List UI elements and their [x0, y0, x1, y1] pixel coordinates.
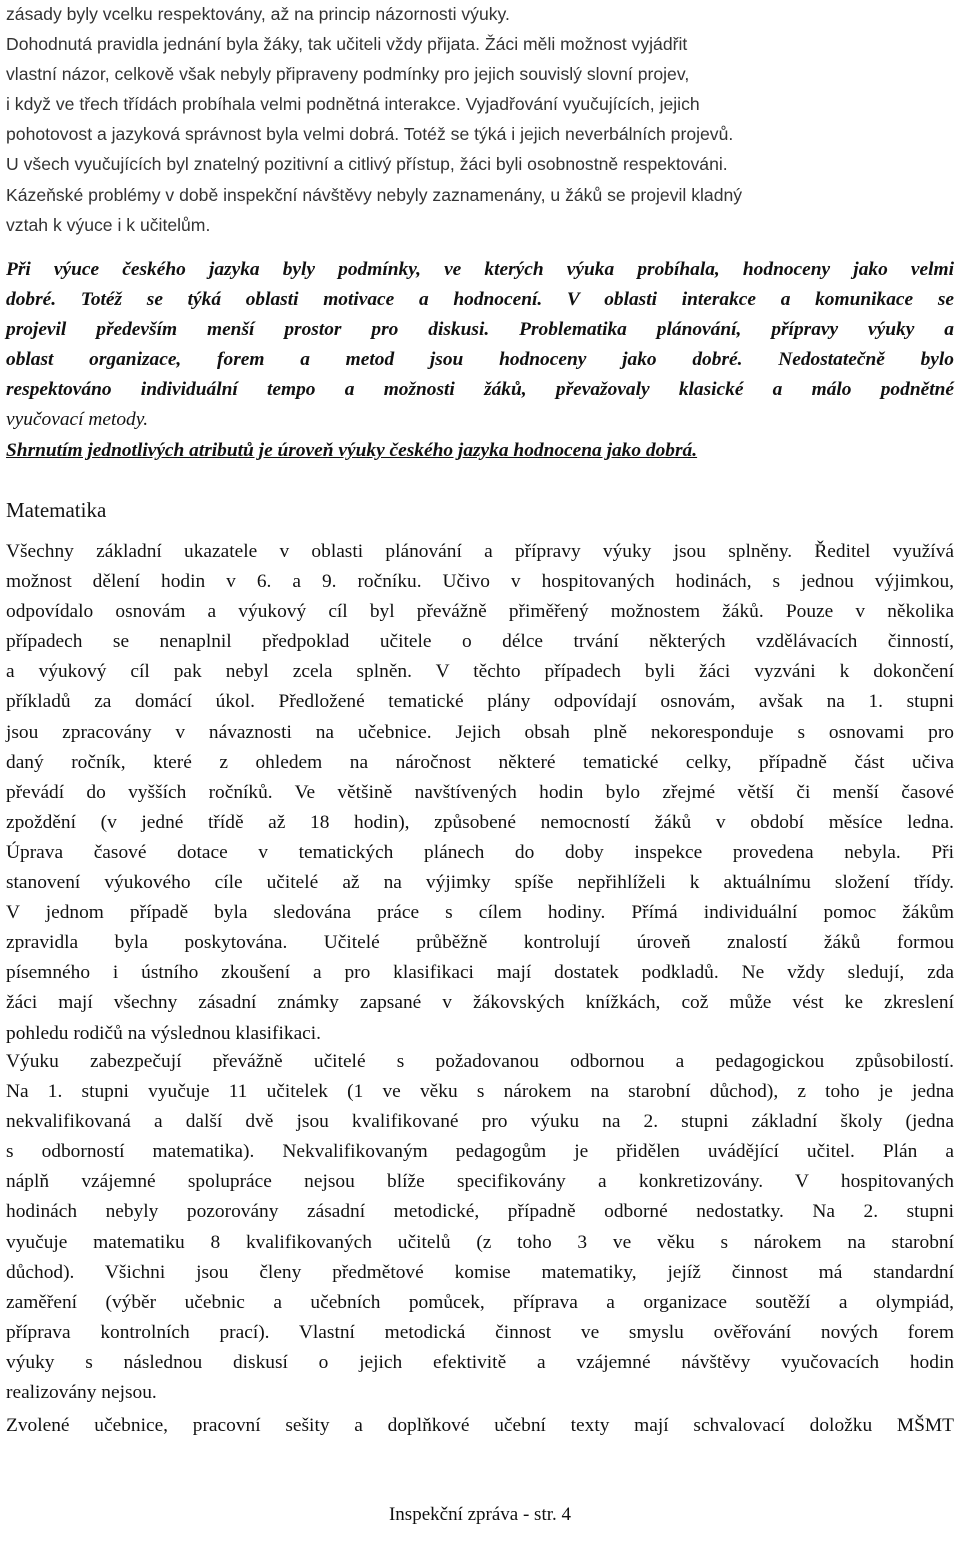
text-line: i když ve třech třídách probíhala velmi podnětná interakce. Vyjadřování vyučujících, jejich	[6, 94, 700, 115]
text-line: příprava kontrolních prací). Vlastní metodická činnost ve smyslu ověřování nových forem	[6, 1321, 954, 1343]
text-line: písemného i ústního zkoušení a pro klasifikaci mají dostatek podkladů. Ne vždy sledují, zda	[6, 962, 954, 984]
text-line: zaměření (výběr učebnic a učebních pomůcek, příprava a organizace soutěží a olympiád,	[6, 1291, 954, 1313]
text-line: důchod). Všichni jsou členy předmětové komise matematiky, jejíž činnost má standardní	[6, 1261, 954, 1283]
text-line: dobré. Totéž se týká oblasti motivace a hodnocení. V oblasti interakce a komunikace se	[6, 289, 954, 311]
text-line: U všech vyučujících byl znatelný pozitivní a citlivý přístup, žáci byli osobnostně respektováni.	[6, 154, 728, 175]
text-line: případech se nenaplnil předpoklad učitele o délce trvání některých vzdělávacích činností,	[6, 631, 954, 653]
text-line: náplň vzájemné spolupráce nejsou blíže specifikovány a konkretizovány. V hospitovaných	[6, 1171, 954, 1193]
text-line: stanovení výukového cíle učitelé až na výjimky spíše nepřihlíželi k aktuálnímu složení třídy.	[6, 872, 954, 894]
text-line: jsou zpracovány v návaznosti na učebnice. Jejich obsah plně nekoresponduje s osnovami pro	[6, 721, 954, 743]
text-line: realizovány nejsou.	[6, 1382, 157, 1404]
text-line: žáci mají všechny zásadní známky zapsané v žákovských knížkách, což může vést ke zkreslení	[6, 992, 954, 1014]
czech-conclusion	[6, 436, 954, 466]
text-line: a výukový cíl pak nebyl zcela splněn. V těchto případech byli žáci vyzváni k dokončení	[6, 661, 954, 683]
text-line: zásady byly vcelku respektovány, až na princip názornosti výuky.	[6, 4, 510, 24]
text-line: Všechny základní ukazatele v oblasti plánování a přípravy výuky jsou splněny. Ředitel využívá	[6, 541, 954, 562]
text-line: zpravidla byla poskytována. Učitelé průběžně kontrolují úroveň znalostí žáků formou	[6, 932, 954, 954]
text-line: pohotovost a jazyková správnost byla velmi dobrá. Totéž se týká i jejich neverbálních projevů.	[6, 124, 734, 145]
text-line: příkladů za domácí úkol. Předložené tematické plány odpovídají osnovám, avšak na 1. stupni	[6, 691, 954, 713]
text-line: výuky s následnou diskusí o jejich efektivitě a vzájemné návštěvy vyučovacích hodin	[6, 1351, 954, 1373]
text-line: zpoždění (v jedné třídě až 18 hodin), způsobené nemocností žáků v období měsíce ledna.	[6, 811, 954, 833]
section-heading-matematika	[6, 495, 954, 525]
math-paragraph-1	[6, 537, 954, 1049]
math-paragraph-3	[6, 1411, 954, 1441]
text-line: vlastní názor, celkově však nebyly připraveny podmínky pro jejich souvislý slovní projev,	[6, 64, 690, 85]
text-line: Výuku zabezpečují převážně učitelé s požadovanou odbornou a pedagogickou způsobilostí.	[6, 1051, 954, 1072]
text-line: hodinách nebyly pozorovány zásadní metodické, případně odborné nedostatky. Na 2. stupni	[6, 1201, 954, 1223]
text-line: vztah k výuce i k učitelům.	[6, 214, 211, 235]
document-page	[6, 0, 954, 1545]
page-footer	[6, 1500, 954, 1530]
text-line: převádí do vyšších ročníků. Ve většině navštívených hodin bylo zřejmé větší či menší časové	[6, 781, 954, 803]
text-line: vyučuje matematiku 8 kvalifikovaných učitelů (z toho 3 ve věku s nárokem na starobní	[6, 1231, 954, 1253]
text-line: Na 1. stupni vyučuje 11 učitelek (1 ve věku s nárokem na starobní důchod), z toho je jedna	[6, 1081, 954, 1103]
section-title: Matematika	[6, 498, 107, 522]
text-line: nekvalifikovaná a další dvě jsou kvalifikované pro výuku na 2. stupni základní školy (jedna	[6, 1111, 954, 1133]
text-line: oblast organizace, forem a metod jsou hodnoceny jako dobré. Nedostatečně bylo	[6, 349, 954, 371]
conclusion-text: Shrnutím jednotlivých atributů je úroveň výuky českého jazyka hodnocena jako dobrá.	[6, 440, 698, 461]
text-line: Při výuce českého jazyka byly podmínky, ve kterých výuka probíhala, hodnoceny jako velmi	[6, 259, 954, 280]
text-line: Zvolené učebnice, pracovní sešity a doplňkové učební texty mají schvalovací doložku MŠMT	[6, 1415, 954, 1436]
text-line: daný ročník, které z ohledem na náročnost některé tematické celky, případně část učiva	[6, 751, 954, 773]
czech-summary-paragraph	[6, 255, 954, 436]
text-line: projevil především menší prostor pro diskusi. Problematika plánování, přípravy výuky a	[6, 319, 954, 341]
text-line: pohledu rodičů na výslednou klasifikaci.	[6, 1022, 322, 1044]
text-line: s odborností matematika). Nekvalifikovaným pedagogům je přidělen uvádějící učitel. Plán a	[6, 1141, 954, 1163]
text-line: možnost dělení hodin v 6. a 9. ročníku. Učivo v hospitovaných hodinách, s jednou výjimkou,	[6, 571, 954, 593]
text-line: respektováno individuální tempo a možnosti žáků, převažovaly klasické a málo podnětné	[6, 379, 954, 401]
text-line: V jednom případě byla sledována práce s cílem hodiny. Přímá individuální pomoc žákům	[6, 902, 954, 924]
text-line: odpovídalo osnovám a výukový cíl byl převážně přiměřený možnostem žáků. Pouze v několika	[6, 601, 954, 623]
intro-paragraph	[6, 0, 954, 240]
text-line: Kázeňské problémy v době inspekční návštěvy nebyly zaznamenány, u žáků se projevil kladný	[6, 184, 743, 205]
page-number-text: Inspekční zpráva - str. 4	[388, 1504, 572, 1525]
text-line: vyučovací metody.	[6, 409, 149, 431]
math-paragraph-2	[6, 1047, 954, 1408]
text-line: Dohodnutá pravidla jednání byla žáky, tak učiteli vždy přijata. Žáci měli možnost vyjádřit	[6, 34, 688, 55]
text-line: Úprava časové dotace v tematických plánech do doby inspekce provedena nebyla. Při	[6, 841, 954, 863]
